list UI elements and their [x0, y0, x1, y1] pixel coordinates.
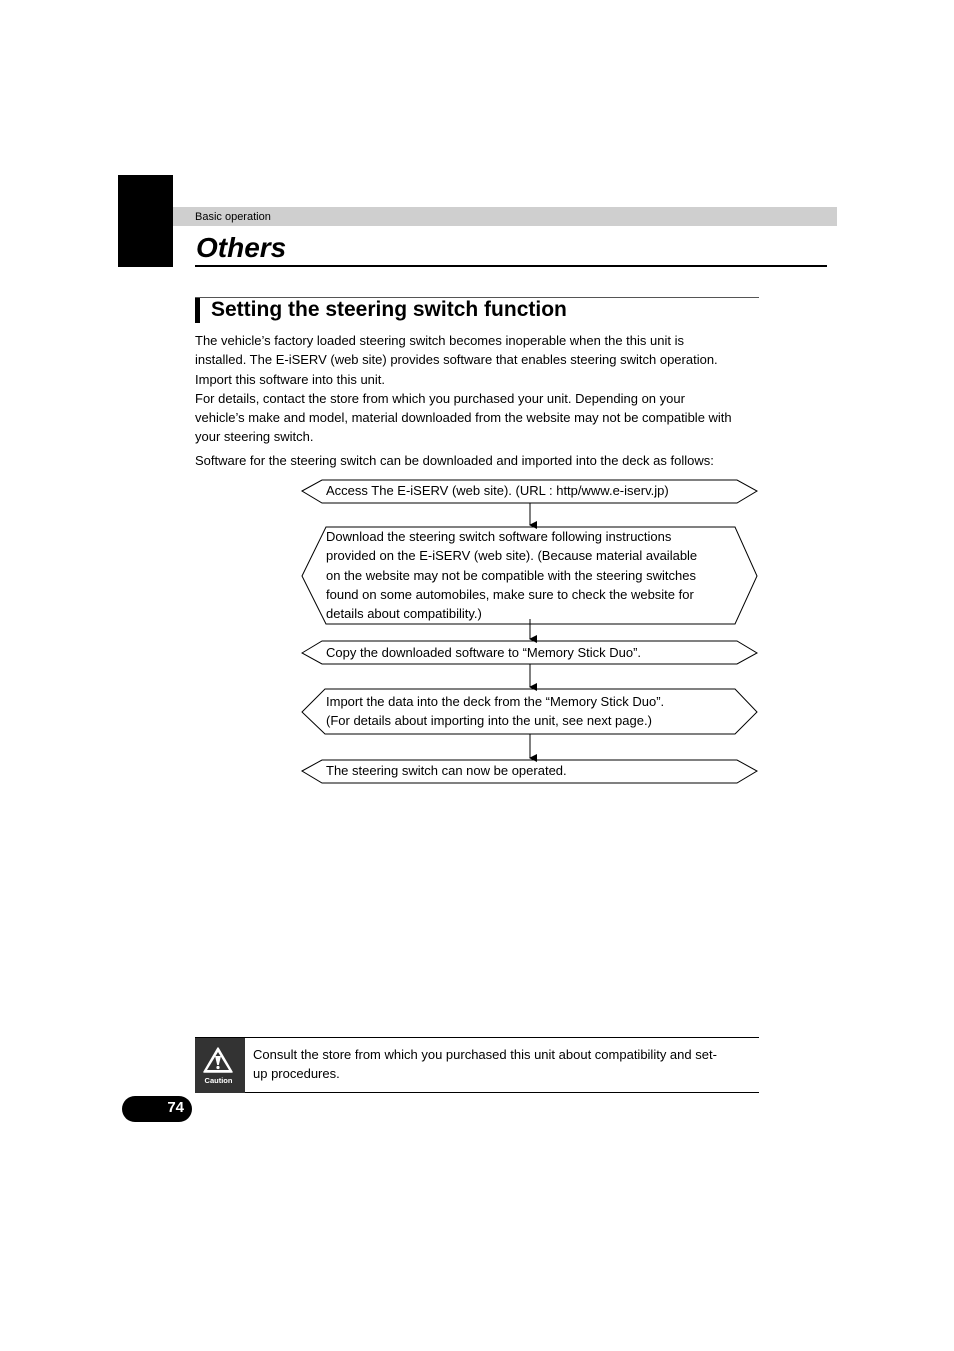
lead-paragraph: Software for the steering switch can be downloaded and imported into the deck as follows: [195, 453, 714, 468]
caution-line: Consult the store from which you purchased this unit about compatibility and set- [253, 1047, 717, 1062]
flow-step-line: Copy the downloaded software to “Memory Stick Duo”. [326, 645, 642, 660]
flow-step-line: provided on the E-iSERV (web site). (Because material available [326, 548, 698, 564]
flow-step-line: on the website may not be compatible with the steering switches [326, 567, 696, 583]
page-title: Others [196, 232, 287, 263]
flow-step-line: Download the steering switch software following instructions [326, 529, 672, 544]
flow-step-line: The steering switch can now be operated. [326, 763, 567, 778]
flow-step-3-text [326, 643, 736, 662]
flow-step-line: found on some automobiles, make sure to check the website for [326, 586, 694, 602]
flow-step-line: (For details about importing into the unit, see next page.) [326, 713, 652, 729]
intro-line: For details, contact the store from which you purchased your unit. Depending on your [195, 390, 685, 406]
flow-step-line: Access The E-iSERV (web site). (URL : http/www.e-iserv.jp) [326, 483, 669, 498]
intro-line: your steering switch. [195, 429, 314, 445]
intro-line: Import this software into this unit. [195, 371, 386, 387]
intro-line: installed. The E-iSERV (web site) provides software that enables steering switch operation. [195, 352, 718, 368]
flow-step-line: details about compatibility.) [326, 606, 482, 622]
section-label: Basic operation [195, 211, 271, 223]
caution-label: Caution [204, 1076, 233, 1085]
intro-line: vehicle’s make and model, material downloaded from the website may not be compatible with [195, 410, 732, 426]
section-heading: Setting the steering switch function [211, 298, 567, 321]
flow-step-5-text [326, 761, 736, 780]
page-number: 74 [167, 1099, 184, 1116]
caution-text [253, 1045, 751, 1084]
flow-step-1-text [326, 481, 736, 500]
flow-step-line: Import the data into the deck from the “Memory Stick Duo”. [326, 694, 665, 709]
flow-step-4-text [326, 692, 736, 731]
intro-line: The vehicle’s factory loaded steering switch becomes inoperable when the this unit is [195, 333, 684, 348]
flow-step-2-text [326, 527, 736, 623]
caution-line: up procedures. [253, 1066, 340, 1082]
